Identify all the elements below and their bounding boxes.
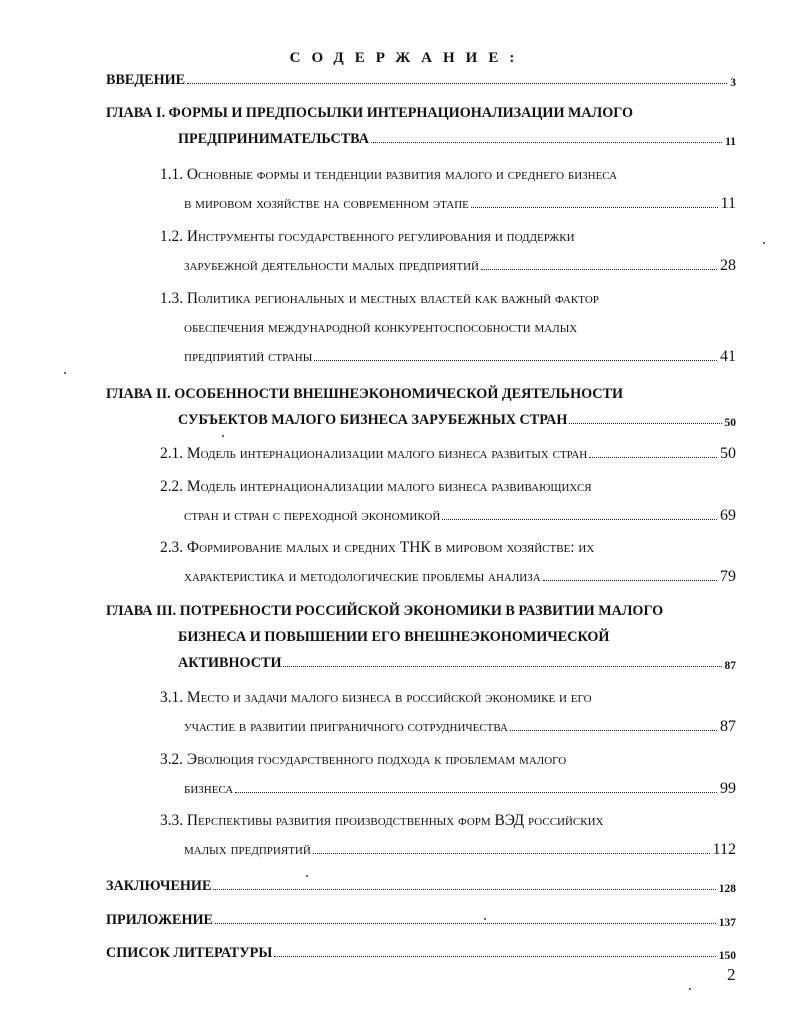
dot-leader [235,792,717,793]
section-3-3: 3.3. Перспективы развития производственных форм ВЭД российских [160,812,604,829]
page-ref: 128 [718,883,736,895]
page-number: 2 [727,965,736,984]
section-1-1: 1.1. Основные формы и тенденции развития малого и среднего бизнеса [160,166,618,183]
section-3-3-end: малых предприятий 112 [184,841,736,858]
toc-entry-references: СПИСОК ЛИТЕРАТУРЫ 150 [106,945,736,962]
page-ref: 41 [720,348,736,365]
scan-speck [222,435,224,437]
chapter-3-heading-line2: БИЗНЕСА И ПОВЫШЕНИИ ЕГО ВНЕШНЕЭКОНОМИЧЕСКОЙ [178,629,610,645]
scan-speck [763,242,765,244]
dot-leader [371,142,722,143]
section-3-2-end: бизнеса 99 [184,780,736,797]
section-1-2: 1.2. Инструменты государственного регулирования и поддержки [160,228,575,245]
toc-entry-conclusion: ЗАКЛЮЧЕНИЕ 128 [106,878,736,895]
section-3-1-end: участие в развитии приграничного сотрудничества 87 [184,718,736,735]
scan-speck [306,875,308,877]
section-2-2: 2.2. Модель интернационализации малого бизнеса развивающихся [160,478,592,495]
dot-leader [481,269,717,270]
section-1-3: 1.3. Политика региональных и местных властей как важный фактор [160,290,599,307]
section-1-3-end: предприятий страны 41 [184,348,736,365]
page-ref: 50 [720,445,736,462]
chapter-2-heading: ГЛАВА II. ОСОБЕННОСТИ ВНЕШНЕЭКОНОМИЧЕСКОЙ ДЕЯТЕЛЬНОСТИ [106,386,624,402]
page-ref: 150 [718,950,736,962]
page-ref: 87 [720,718,736,735]
dot-leader [274,956,715,957]
section-2-3: 2.3. Формирование малых и средних ТНК в мировом хозяйстве: их [160,539,595,556]
page-ref: 11 [725,136,736,148]
scan-speck [689,988,691,990]
page-ref: 50 [724,417,736,429]
dot-leader [187,83,727,84]
dot-leader [543,580,717,581]
page-ref: 87 [724,660,736,672]
section-2-3-end: характеристика и методологические проблемы анализа 79 [184,568,736,585]
toc-entry-introduction [106,72,736,89]
dot-leader [313,853,710,854]
section-3-1: 3.1. Место и задачи малого бизнеса в российской экономике и его [160,689,592,706]
dot-leader [569,423,721,424]
chapter-2-heading-end: СУБЪЕКТОВ МАЛОГО БИЗНЕСА ЗАРУБЕЖНЫХ СТРАН 50 [178,412,736,429]
page-ref: 28 [720,257,736,274]
chapter-1-heading-end: ПРЕДПРИНИМАТЕЛЬСТВА 11 [178,131,736,148]
entry-label: ВВЕДЕНИЕ [106,72,186,88]
page-ref: 112 [712,841,736,858]
page-ref: 69 [720,507,736,524]
dot-leader [215,923,716,924]
dot-leader [283,666,721,667]
dot-leader [442,519,717,520]
section-1-3-line2: обеспечения международной конкурентоспособности малых [184,319,578,336]
dot-leader [589,457,717,458]
chapter-3-heading: ГЛАВА III. ПОТРЕБНОСТИ РОССИЙСКОЙ ЭКОНОМИКИ В РАЗВИТИИ МАЛОГО [106,603,664,619]
scan-speck [484,918,486,920]
toc-title: СОДЕРЖАНИЕ: [289,50,526,66]
section-2-1: 2.1. Модель интернационализации малого бизнеса развитых стран 50 [160,445,736,462]
dot-leader [510,730,717,731]
dot-leader [471,207,718,208]
scan-speck [64,372,66,374]
dot-leader [314,360,717,361]
page-ref: 79 [720,568,736,585]
page-ref: 3 [730,77,736,89]
toc-entry-appendix: ПРИЛОЖЕНИЕ 137 [106,912,736,929]
chapter-1-heading: ГЛАВА I. ФОРМЫ И ПРЕДПОСЫЛКИ ИНТЕРНАЦИОНАЛИЗАЦИИ МАЛОГО [106,105,633,121]
page-ref: 99 [720,780,736,797]
section-3-2: 3.2. Эволюция государственного подхода к проблемам малого [160,751,567,768]
section-1-1-end: в мировом хозяйстве на современном этапе 11 [184,195,736,212]
page-ref: 137 [718,917,736,929]
dot-leader [213,889,715,890]
section-1-2-end: зарубежной деятельности малых предприятий 28 [184,257,736,274]
section-2-2-end: стран и стран с переходной экономикой 69 [184,507,736,524]
page-ref: 11 [720,195,736,212]
chapter-3-heading-end: АКТИВНОСТИ 87 [178,655,736,672]
